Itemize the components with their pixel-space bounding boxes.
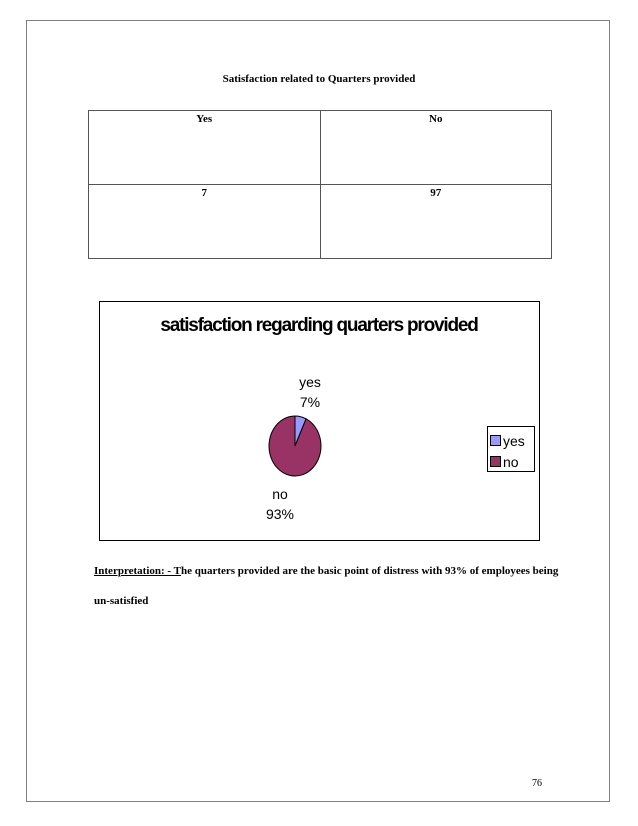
legend-swatch-yes [490,435,501,446]
pie-svg [100,302,539,540]
chart-legend [487,426,535,472]
legend-item-yes [490,430,534,451]
legend-label-no: no [503,453,519,470]
slice-label-no-name: no [272,486,288,502]
pie-chart [99,301,540,541]
slice-label-no [250,484,310,524]
slice-label-yes-pct: 7% [299,394,321,410]
slice-label-yes [280,372,340,412]
table-cell-yes: 7 [89,185,321,259]
table-header-yes: Yes [89,111,321,185]
interpretation-text: he quarters provided are the basic point of distress with 93% of employees being un-satisfied [94,565,559,607]
chart-title: satisfaction regarding quarters provided [160,315,478,336]
table-row [89,185,552,259]
data-table [88,110,552,259]
slice-label-no-pct: 93% [265,506,295,522]
legend-swatch-no [490,456,501,467]
pie-slice-no [269,416,321,476]
interpretation-paragraph [94,556,564,616]
legend-item-no [490,451,534,472]
table-title: Satisfaction related to Quarters provided [222,73,416,85]
slice-label-yes-name: yes [299,374,321,390]
table-header-no: No [320,111,552,185]
table-row [89,111,552,185]
interpretation-label: Interpretation: - T [94,565,181,577]
table-cell-no: 97 [320,185,552,259]
page-number: 76 [532,778,542,789]
legend-label-yes: yes [503,432,525,449]
